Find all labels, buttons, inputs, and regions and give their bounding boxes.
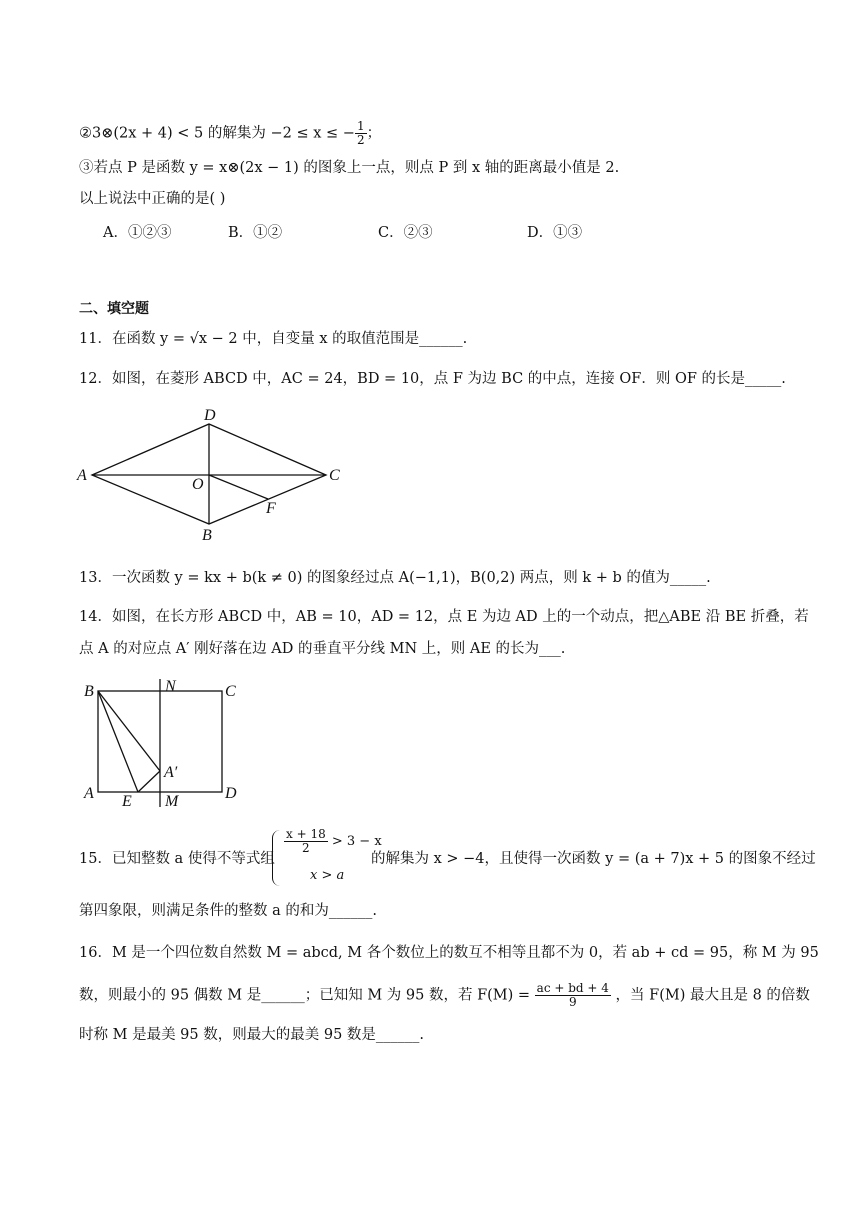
q10-option-c: C．②③ <box>378 225 433 241</box>
label-a: A <box>84 785 94 802</box>
label-c: C <box>225 683 236 700</box>
question-14-line-2: 点 A 的对应点 A′ 刚好落在边 AD 的垂直平分线 MN 上，则 AE 的长为___. <box>79 641 566 657</box>
q10-item-3: ③若点 P 是函数 y = x⊗(2x − 1) 的图象上一点，则点 P 到 x 轴的距离最小值是 2. <box>79 160 620 176</box>
question-16-line-3: 时称 M 是最美 95 数，则最大的最美 95 数是______. <box>79 1027 425 1043</box>
system-inequality-2: x > a <box>310 868 345 883</box>
segment-ea-prime <box>138 771 160 792</box>
inequality-rhs: > 3 − x <box>331 834 382 849</box>
question-11: 11．在函数 y = √x − 2 中，自变量 x 的取值范围是______. <box>79 331 468 347</box>
segment-be <box>98 691 138 792</box>
label-c: C <box>329 467 340 484</box>
question-16-line-1: 16．M 是一个四位数自然数 M = abcd, M 各个数位上的数互不相等且都不为 0，若 ab + cd = 95，称 M 为 95 <box>79 945 819 961</box>
rectangle-figure <box>80 675 250 810</box>
q16-text-end: ，当 F(M) 最大且是 8 的倍数 <box>615 987 810 1004</box>
label-o: O <box>192 476 204 493</box>
q15-text-start: 15．已知整数 a 使得不等式组 <box>79 851 275 867</box>
question-14-line-1: 14．如图，在长方形 ABCD 中，AB = 10，AD = 12，点 E 为边 AD 上的一个动点，把△ABE 沿 BE 折叠，若 <box>79 609 809 625</box>
q16-fraction <box>535 982 611 1009</box>
fraction-denominator: 2 <box>302 841 310 855</box>
question-15-line-1 <box>79 848 275 870</box>
fraction-numerator: x + 18 <box>286 827 326 841</box>
question-12: 12．如图，在菱形 ABCD 中，AC = 24，BD = 10，点 F 为边 BC 的中点，连接 OF．则 OF 的长是_____. <box>79 371 786 387</box>
label-b: B <box>202 527 212 544</box>
label-m: M <box>165 793 179 810</box>
q10-item-2-text: ②3⊗(2x + 4) < 5 的解集为 −2 ≤ x ≤ − <box>79 125 355 142</box>
label-d: D <box>225 785 237 802</box>
q10-question: 以上说法中正确的是( ) <box>79 191 226 207</box>
question-15-line-2: 第四象限，则满足条件的整数 a 的和为______. <box>79 903 377 919</box>
label-f: F <box>266 500 276 517</box>
section-title: 二、填空题 <box>79 301 149 317</box>
label-a-prime: A′ <box>164 764 178 781</box>
q10-item-2-fraction <box>355 120 367 147</box>
segment-ba-prime <box>98 691 160 771</box>
label-e: E <box>122 793 132 810</box>
system-inequality-1 <box>284 828 382 855</box>
fraction-numerator: 1 <box>356 119 365 133</box>
label-a: A <box>77 467 87 484</box>
label-d: D <box>204 407 216 424</box>
question-13: 13．一次函数 y = kx + b(k ≠ 0) 的图象经过点 A(−1,1)，B(0,2) 两点，则 k + b 的值为_____. <box>79 570 711 586</box>
label-b: B <box>84 683 94 700</box>
q10-item-2-end: ； <box>366 125 382 142</box>
label-n: N <box>165 678 176 695</box>
question-15-line-1-end: 的解集为 x > −4，且使得一次函数 y = (a + 7)x + 5 的图象不经过 <box>371 851 816 867</box>
question-16-line-2 <box>79 982 810 1009</box>
q16-text-start: 数，则最小的 95 偶数 M 是______；已知知 M 为 95 数，若 F(M) = <box>79 987 531 1004</box>
fraction-denominator: 2 <box>356 133 365 147</box>
fraction-numerator: ac + bd + 4 <box>536 981 609 995</box>
q10-option-a: A．①②③ <box>103 225 172 241</box>
q10-option-b: B．①② <box>228 225 283 241</box>
segment-of <box>209 475 268 499</box>
q10-option-d: D．①③ <box>527 225 583 241</box>
fraction-denominator: 9 <box>568 995 577 1009</box>
inequality-system <box>272 827 382 888</box>
system-brace <box>272 830 281 886</box>
q10-item-2 <box>79 120 381 147</box>
rhombus-figure <box>70 400 360 550</box>
